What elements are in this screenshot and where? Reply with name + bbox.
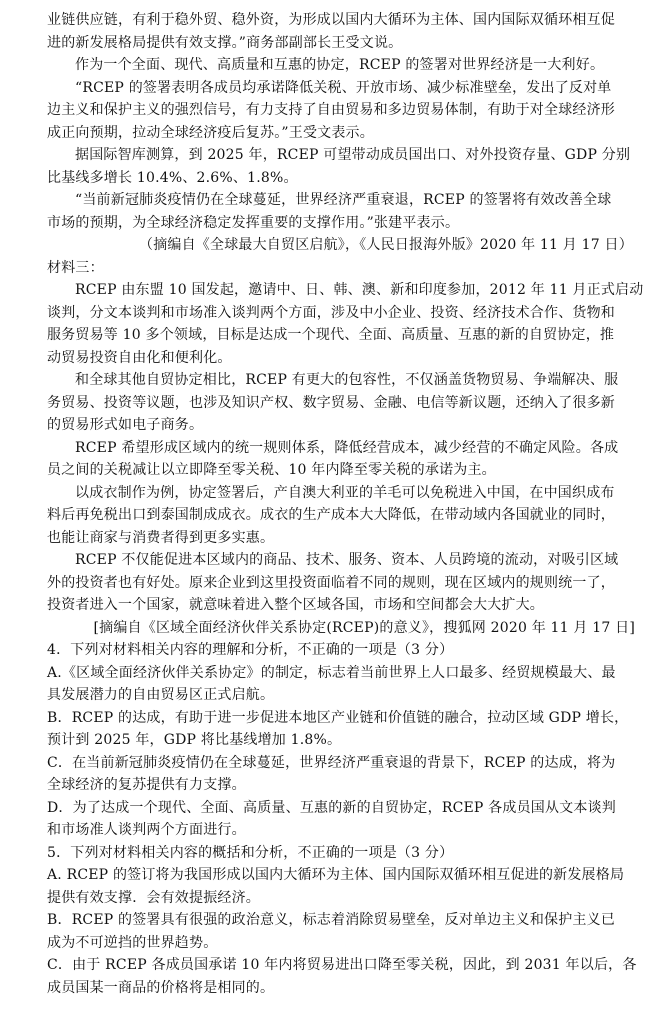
paragraph (47, 437, 635, 482)
text-line: 进的新发展格局提供有效支撑。”商务部副部长王受文说。 (47, 34, 403, 51)
text-line: 预计到 2025 年，GDP 将比基线增加 1.8%。 (47, 732, 342, 748)
text-line: RCEP 希望形成区域内的统一规则体系，降低经营成本，减少经营的不确定风险。各成 (75, 439, 619, 456)
text-line: A.《区域全面经济伙伴关系协定》的制定，标志着当前世界上人口最多、经贸规模最大、最 (47, 664, 616, 681)
text-line: 以成衣制作为例，协定签署后，产自澳大利亚的羊毛可以免税进入中国，在中国织成布 (75, 484, 615, 501)
text-line: 成员国某一商品的价格将是相同的。 (47, 979, 275, 996)
text-line: 具发展潜力的自由贸易区正式启航。 (47, 687, 275, 703)
option-a (47, 864, 635, 909)
question-4 (47, 639, 635, 842)
text-line: A. RCEP 的签订将为我国形成以国内大循环为主体、国内国际双循环相互促进的新发展格局 (47, 867, 625, 883)
text-line: 据国际智库测算，到 2025 年，RCEP 可望带动成员国出口、对外投资存量、GDP 分别 (75, 147, 631, 163)
source-citation: （摘编自《全球最大自贸区启航》，《人民日报海外版》2020 年 11 月 17 日） (139, 237, 633, 253)
paragraph (47, 77, 635, 145)
option-c (47, 752, 635, 797)
text-line: C．由于 RCEP 各成员国承诺 10 年内将贸易进出口降至零关税，因此，到 2031 年以后，各 (47, 957, 637, 973)
material-heading: 材料三： (47, 259, 104, 276)
text-line: 全球经济的复苏提供有力支撑。 (47, 777, 246, 793)
text-line: RCEP 由东盟 10 国发起，邀请中、日、韩、澳、新和印度参加，2012 年 11 月正式启动 (75, 282, 644, 298)
text-line: 成为不可逆挡的世界趋势。 (47, 934, 218, 951)
text-line: 的贸易形式如电子商务。 (47, 417, 204, 433)
question-stem: 5．下列对材料相关内容的概括和分析，不正确的一项是（3 分） (47, 844, 454, 861)
text-line: 业链供应链，有利于稳外贸、稳外资，为形成以国内大循环为主体、国内国际双循环相互促 (47, 12, 615, 28)
option-c (47, 954, 635, 999)
paragraph (47, 369, 635, 437)
paragraph (47, 189, 635, 234)
option-d (47, 797, 635, 842)
paragraph (47, 482, 635, 550)
text-line: 外的投资者也有好处。原来企业到这里投资面临着不同的规则，现在区域内的规则统一了， (47, 574, 615, 591)
text-line: 和全球其他自贸协定相比，RCEP 有更大的包容性，不仅涵盖货物贸易、争端解决、服 (75, 372, 619, 388)
text-line: 服务贸易等 10 多个领域，目标是达成一个现代、全面、高质量、互惠的新的自贸协定，推 (47, 327, 615, 343)
paragraph (47, 279, 644, 369)
paragraph: 作为一个全面、现代、高质量和互惠的协定，RCEP 的签署对世界经济是一大利好。 (75, 57, 605, 73)
text-line: 务贸易、投资等议题，也涉及知识产权、数字贸易、金融、电信等新议题，还纳入了很多新 (47, 394, 615, 411)
text-line: C．在当前新冠肺炎疫情仍在全球蔓延，世界经济严重衰退的背景下，RCEP 的达成，将为 (47, 754, 616, 771)
option-b (47, 707, 635, 752)
source-citation: [摘编自《区域全面经济伙伴关系协定(RCEP)的意义》，搜狐网 2020 年 11 月 17 日] (93, 619, 635, 636)
text-line: D．为了达成一个现代、全面、高质量、互惠的新的自贸协定，RCEP 各成员国从文本谈判 (47, 799, 616, 816)
text-line: 也能让商家与消费者得到更多实惠。 (47, 529, 275, 546)
text-line: 成正向预期，拉动全球经济疫后复苏。”王受文表示。 (47, 124, 374, 141)
text-line: B．RCEP 的达成，有助于进一步促进本地区产业链和价值链的融合，拉动区域 GDP 增长， (47, 709, 629, 726)
option-a (47, 662, 635, 707)
passage-intro (47, 9, 635, 54)
text-line: 动贸易投资自由化和便利化。 (47, 349, 232, 366)
text-line: 员之间的关税减让以立即降至零关税、10 年内降至零关税的承诺为主。 (47, 462, 496, 478)
paragraph (47, 144, 635, 189)
paragraph (47, 549, 635, 617)
text-line: 料后再免税出口到泰国制成成衣。成衣的生产成本大大降低，在带动域内各国就业的同时， (47, 507, 615, 523)
exam-page (47, 9, 644, 999)
question-5 (47, 842, 635, 1000)
text-line: 市场的预期，为全球经济稳定发挥重要的支撑作用。”张建平表示。 (47, 214, 460, 231)
text-line: “RCEP 的签署表明各成员均承诺降低关税、开放市场、减少标准壁垒，发出了反对单 (75, 79, 612, 96)
question-stem: 4．下列对材料相关内容的理解和分析，不正确的一项是（3 分） (47, 642, 454, 658)
text-line: 投资者进入一个国家，就意味着进入整个区域各国，市场和空间都会大大扩大。 (47, 597, 544, 613)
text-line: RCEP 不仅能促进本区域内的商品、技术、服务、资本、人员跨境的流动，对吸引区域 (75, 552, 619, 568)
text-line: 比基线多增长 10.4%、2.6%、1.8%。 (47, 169, 298, 186)
text-line: 边主义和保护主义的强烈信号，有力支持了自由贸易和多边贸易体制，有助于对全球经济形 (47, 102, 615, 118)
option-b (47, 909, 635, 954)
text-line: 谈判，分文本谈判和市场准入谈判两个方面，涉及中小企业、投资、经济技术合作、货物和 (47, 304, 615, 321)
text-line: “当前新冠肺炎疫情仍在全球蔓延，世界经济严重衰退，RCEP 的签署将有效改善全球 (75, 192, 612, 208)
text-line: B．RCEP 的签署具有很强的政治意义，标志着消除贸易壁垒，反对单边主义和保护主义已 (47, 912, 616, 928)
text-line: 和市场准人谈判两个方面进行。 (47, 822, 246, 838)
text-line: 提供有效支撑．会有效提振经济。 (47, 889, 260, 906)
